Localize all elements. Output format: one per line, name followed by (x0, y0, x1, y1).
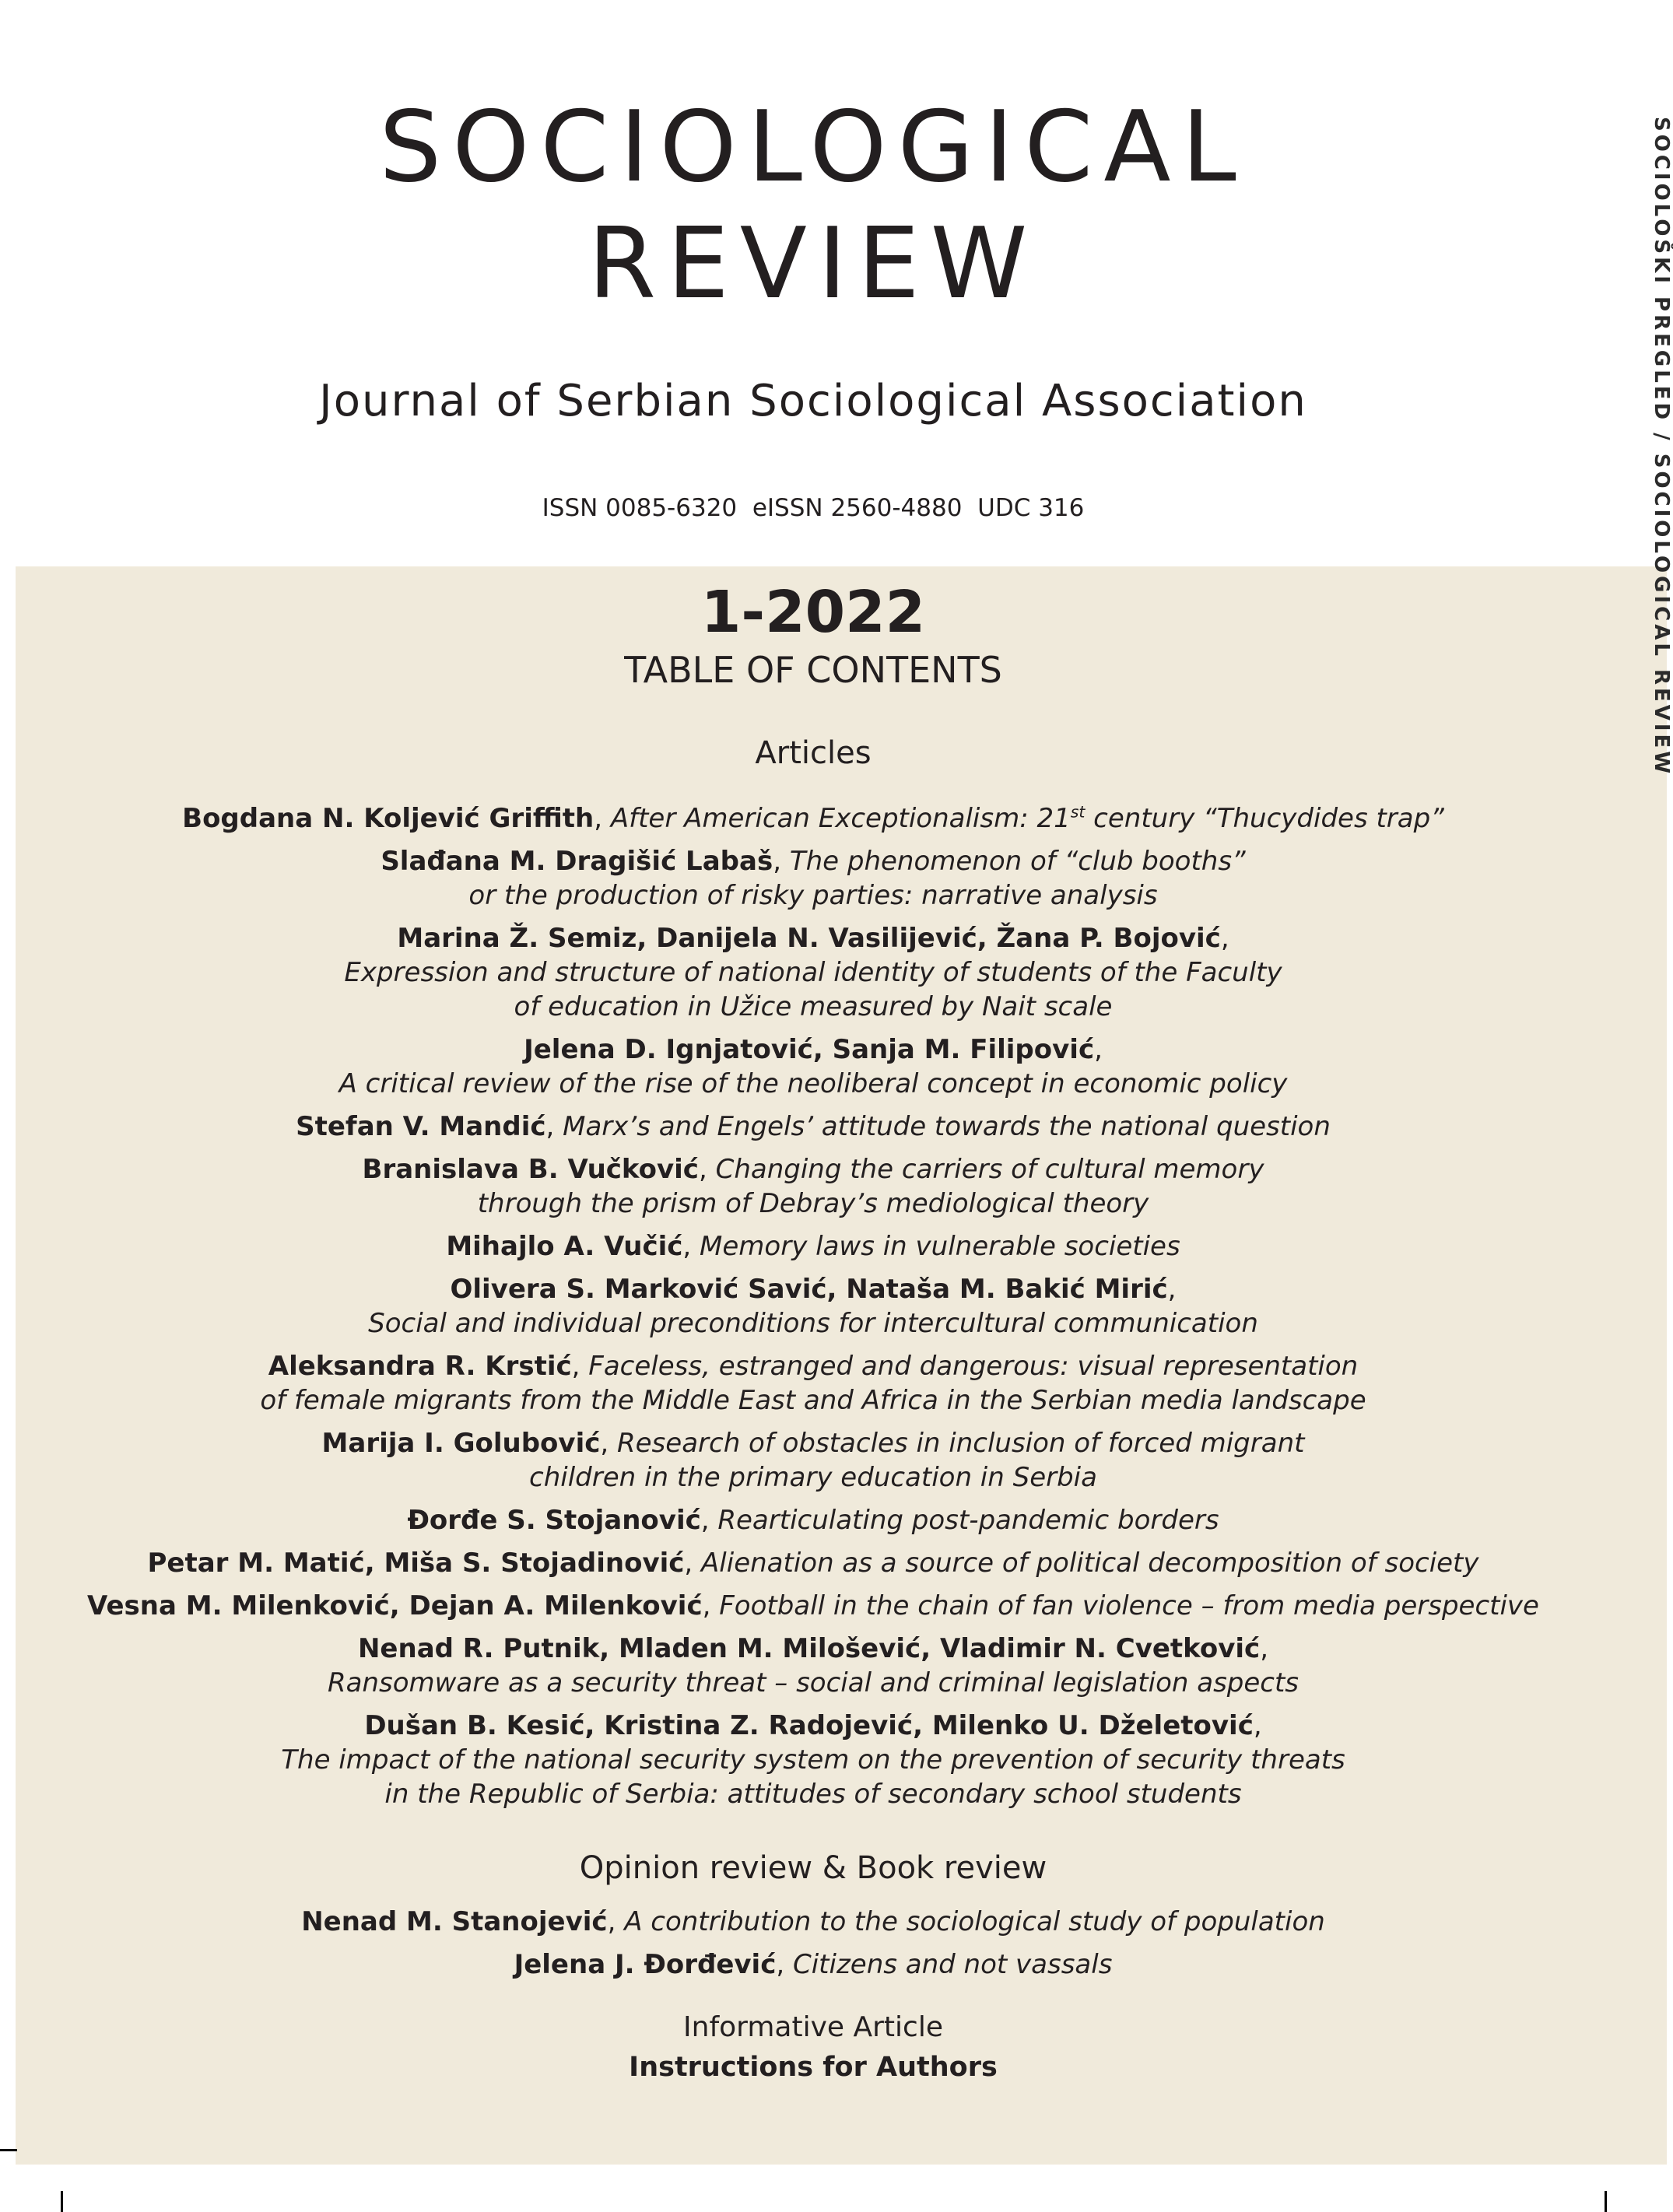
entry-authors: Mihajlo A. Vučić (446, 1231, 683, 1262)
section-heading-opinion: Opinion review & Book review (579, 1850, 1047, 1886)
toc-entry[interactable]: Mihajlo A. Vučić, Memory laws in vulnerable societies (446, 1231, 1180, 1262)
entry-title: Memory laws in vulnerable societies (700, 1231, 1180, 1262)
entry-authors: Nenad M. Stanojević (301, 1906, 608, 1937)
entry-title: Rearticulating post-pandemic borders (717, 1505, 1219, 1536)
entry-title: Changing the carriers of cultural memory (715, 1154, 1264, 1185)
entry-authors: Branislava B. Vučković (362, 1154, 699, 1185)
entry-title: Citizens and not vassals (792, 1949, 1113, 1980)
entry-title: in the Republic of Serbia: attitudes of secondary school students (384, 1779, 1242, 1810)
entry-authors: Petar M. Matić, Miša S. Stojadinović (147, 1548, 685, 1579)
instructions-for-authors[interactable]: Instructions for Authors (629, 2052, 998, 2083)
entry-title: The impact of the national security system on the prevention of security threats (281, 1744, 1345, 1776)
entry-authors: Aleksandra R. Krstić (268, 1351, 572, 1382)
entry-title: children in the primary education in Serbia (529, 1462, 1097, 1493)
crop-mark (0, 2149, 17, 2151)
entry-authors: Marina Ž. Semiz, Danijela N. Vasilijević, Žana P. Bojović (397, 923, 1221, 954)
entry-title: Alienation as a source of political decomposition of society (701, 1548, 1479, 1579)
toc-entry[interactable]: Marina Ž. Semiz, Danijela N. Vasilijević, Žana P. Bojović, Expression and structure of national identity of students of the Faculty of education in Užice measured by Nait scale (0, 921, 1626, 1024)
crop-mark (1605, 2191, 1607, 2212)
articles-list (0, 801, 1626, 1820)
entry-authors: Olivera S. Marković Savić, Nataša M. Bakić Mirić (450, 1274, 1168, 1305)
entry-title: Ransomware as a security threat – social and criminal legislation aspects (327, 1667, 1299, 1698)
toc-heading: TABLE OF CONTENTS (624, 649, 1002, 691)
toc-entry[interactable]: Marija I. Golubović, Research of obstacles in inclusion of forced migrant children in the primary education in Serbia (0, 1426, 1626, 1495)
spine (1647, 0, 1673, 2212)
entry-authors: Dušan B. Kesić, Kristina Z. Radojević, Milenko U. Dželetović (364, 1710, 1254, 1741)
crop-mark (61, 2191, 63, 2212)
toc-entry[interactable]: Bogdana N. Koljević Griffith, After American Exceptionalism: 21st century “Thucydides trap” (182, 802, 1444, 834)
toc-entry[interactable]: Vesna M. Milenković, Dejan A. Milenković, Football in the chain of fan violence – from media perspective (87, 1590, 1539, 1621)
toc-entry[interactable]: Jelena D. Ignjatović, Sanja M. Filipović, A critical review of the rise of the neoliberal concept in economic policy (0, 1032, 1626, 1101)
toc-entry[interactable]: Dušan B. Kesić, Kristina Z. Radojević, Milenko U. Dželetović, The impact of the national security system on the prevention of security threats in the Republic of Serbia: attitudes of secondary school students (0, 1709, 1626, 1811)
toc-entry[interactable]: Branislava B. Vučković, Changing the carriers of cultural memory through the prism of Debray’s mediological theory (0, 1152, 1626, 1221)
journal-title-line-2: REVIEW (587, 206, 1039, 321)
section-heading-articles: Articles (755, 735, 872, 771)
toc-entry[interactable]: Đorđe S. Stojanović, Rearticulating post-pandemic borders (407, 1505, 1219, 1536)
entry-title: The phenomenon of “club booths” (789, 846, 1246, 877)
toc-entry[interactable]: Olivera S. Marković Savić, Nataša M. Bakić Mirić, Social and individual preconditions for intercultural communication (0, 1272, 1626, 1341)
entry-authors: Nenad R. Putnik, Mladen M. Milošević, Vladimir N. Cvetković (357, 1633, 1261, 1664)
toc-entry[interactable]: Jelena J. Đorđević, Citizens and not vassals (514, 1949, 1113, 1980)
entry-authors: Slađana M. Dragišić Labaš (381, 846, 773, 877)
entry-authors: Marija I. Golubović (321, 1428, 601, 1459)
toc-entry[interactable]: Nenad M. Stanojević, A contribution to the sociological study of population (301, 1906, 1325, 1937)
section-heading-informative: Informative Article (683, 2011, 943, 2043)
entry-title: A contribution to the sociological study of population (624, 1906, 1325, 1937)
entry-title: Faceless, estranged and dangerous: visual representation (588, 1351, 1359, 1382)
journal-subtitle: Journal of Serbian Sociological Association (319, 376, 1307, 426)
entry-title: of education in Užice measured by Nait scale (514, 991, 1113, 1022)
issue-number: 1-2022 (700, 579, 926, 646)
entry-authors: Vesna M. Milenković, Dejan A. Milenković (87, 1590, 703, 1621)
entry-title: Research of obstacles in inclusion of forced migrant (617, 1428, 1305, 1459)
spine-text: SOCIOLOŠKI PREGLED / SOCIOLOGICAL REVIEW (1650, 117, 1673, 776)
entry-authors: Stefan V. Mandić (296, 1111, 546, 1142)
entry-title: of female migrants from the Middle East and Africa in the Serbian media landscape (260, 1385, 1366, 1416)
entry-title: through the prism of Debray’s mediological theory (477, 1188, 1149, 1219)
entry-authors: Bogdana N. Koljević Griffith (182, 803, 594, 834)
toc-entry[interactable]: Aleksandra R. Krstić, Faceless, estranged and dangerous: visual representation of female migrants from the Middle East and Africa in the Serbian media landscape (0, 1349, 1626, 1418)
entry-title: or the production of risky parties: narrative analysis (468, 880, 1158, 911)
toc-entry[interactable]: Petar M. Matić, Miša S. Stojadinović, Alienation as a source of political decomposition of society (147, 1548, 1479, 1579)
opinion-list (0, 1905, 1626, 1990)
entry-title: Football in the chain of fan violence – from media perspective (719, 1590, 1539, 1621)
journal-title-line-1: SOCIOLOGICAL (379, 89, 1247, 204)
entry-title: A critical review of the rise of the neoliberal concept in economic policy (338, 1068, 1288, 1099)
journal-identifiers: ISSN 0085-6320 eISSN 2560-4880 UDC 316 (542, 494, 1085, 522)
entry-authors: Đorđe S. Stojanović (407, 1505, 701, 1536)
entry-title: Expression and structure of national identity of students of the Faculty (344, 957, 1282, 988)
entry-authors: Jelena J. Đorđević (514, 1949, 777, 1980)
entry-title: Social and individual preconditions for intercultural communication (368, 1308, 1258, 1339)
toc-entry[interactable]: Slađana M. Dragišić Labaš, The phenomenon of “club booths” or the production of risky parties: narrative analysis (0, 844, 1626, 913)
entry-title: After American Exceptionalism: 21st century “Thucydides trap” (610, 802, 1444, 834)
entry-title: Marx’s and Engels’ attitude towards the national question (563, 1111, 1331, 1142)
entry-authors: Jelena D. Ignjatović, Sanja M. Filipović (524, 1034, 1095, 1065)
toc-entry[interactable]: Stefan V. Mandić, Marx’s and Engels’ attitude towards the national question (296, 1111, 1331, 1142)
toc-entry[interactable]: Nenad R. Putnik, Mladen M. Milošević, Vladimir N. Cvetković, Ransomware as a security threat – social and criminal legislation aspects (0, 1632, 1626, 1700)
